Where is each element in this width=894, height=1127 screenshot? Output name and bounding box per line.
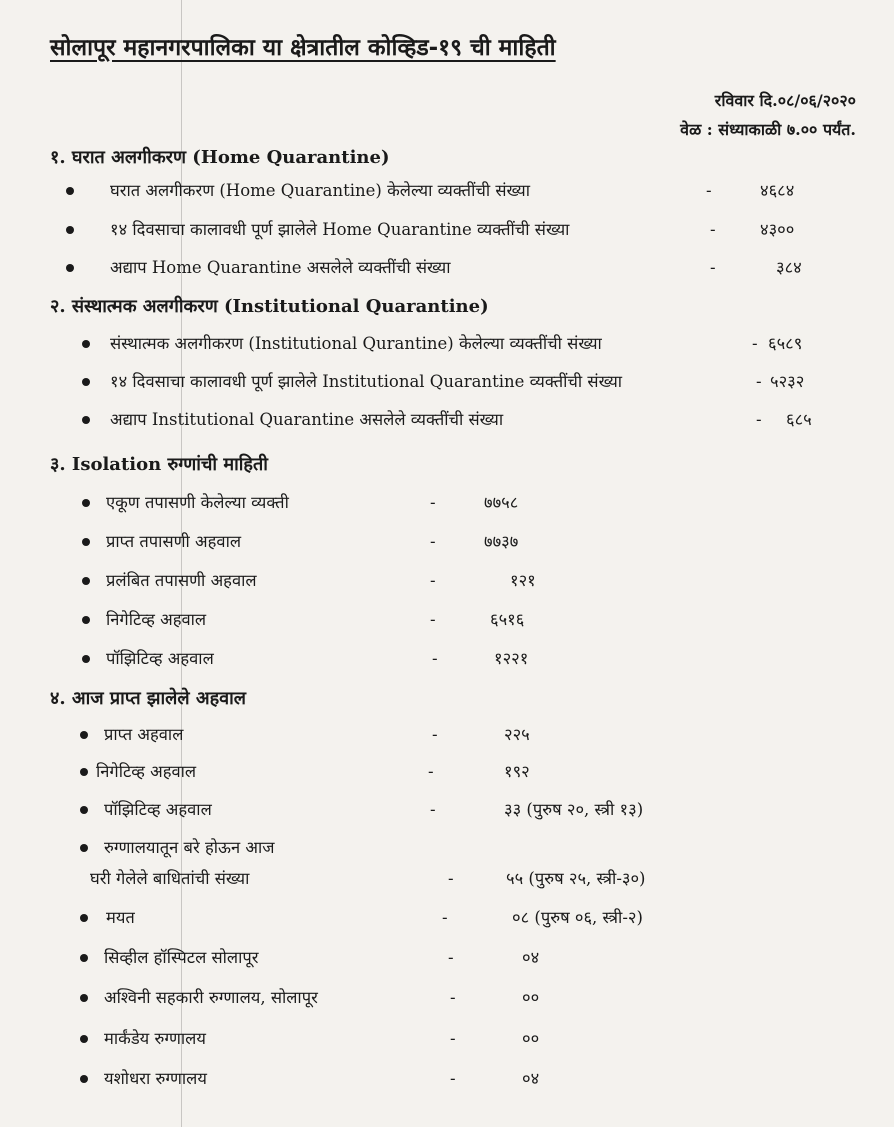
date-time-block [680,86,856,144]
item-dash: - [450,1029,456,1048]
bullet-icon [80,806,88,814]
bullet-icon [80,954,88,962]
item-dash: - [752,334,758,353]
item-label: १४ दिवसाचा कालावधी पूर्ण झालेले Home Quarantine व्यक्तींची संख्या [110,220,570,239]
list-item [0,757,894,787]
section-4-heading: ४. आज प्राप्त झालेले अहवाल [50,688,247,709]
list-item [0,566,894,596]
bullet-icon [82,538,90,546]
item-dash: - [710,258,716,277]
list-item [0,176,894,206]
item-value: १२२१ [494,649,529,668]
item-label: पॉझिटिव्ह अहवाल [104,800,212,819]
item-label: निगेटिव्ह अहवाल [96,762,197,781]
item-dash: - [430,532,436,551]
item-dash: - [432,725,438,744]
item-label: मयत [106,908,135,927]
item-label: प्राप्त अहवाल [104,725,184,744]
list-item [0,1064,894,1094]
bullet-icon [66,187,74,195]
item-dash: - [448,948,454,967]
item-label: एकूण तपासणी केलेल्या व्यक्ती [106,493,289,512]
item-value: ७७३७ [484,532,519,551]
item-value: ६५१६ [490,610,525,629]
bullet-icon [82,340,90,348]
item-value: ०४ [522,1069,540,1088]
item-dash: - [756,372,762,391]
time-line: वेळ : संध्याकाळी ७.०० पर्यंत. [680,120,856,139]
item-value: ३८४ [776,258,802,277]
section-3-heading: ३. Isolation रुग्णांची माहिती [50,454,268,475]
bullet-icon [66,226,74,234]
item-dash: - [432,649,438,668]
list-item [0,983,894,1013]
item-dash: - [710,220,716,239]
bullet-icon [82,378,90,386]
item-dash: - [430,610,436,629]
list-item [0,833,894,895]
item-value: ४६८४ [760,181,795,200]
item-label: मार्कंडेय रुग्णालय [104,1029,206,1048]
item-value: ५५ (पुरुष २५, स्त्री-३०) [506,869,646,888]
item-dash: - [430,571,436,590]
bullet-icon [82,616,90,624]
item-dash: - [428,762,434,781]
item-value: ४३०० [760,220,795,239]
bullet-icon [82,416,90,424]
item-value: ५२३२ [770,372,805,391]
item-label-line-2: घरी गेलेले बाधितांची संख्या [90,869,250,888]
item-dash: - [430,800,436,819]
bullet-icon [80,844,88,852]
item-value: ६५८९ [768,334,803,353]
item-label: निगेटिव्ह अहवाल [106,610,207,629]
item-dash: - [450,1069,456,1088]
item-label: पॉझिटिव्ह अहवाल [106,649,214,668]
item-label: अद्याप Institutional Quarantine असलेले व्यक्तींची संख्या [110,410,504,429]
item-value: ०० [522,1029,540,1048]
item-value: २२५ [504,725,530,744]
item-value: ७७५८ [484,493,519,512]
item-dash: - [706,181,712,200]
list-item [0,367,894,397]
item-label: प्रलंबित तपासणी अहवाल [106,571,257,590]
list-item [0,605,894,635]
list-item [0,329,894,359]
item-value: ०४ [522,948,540,967]
item-dash: - [442,908,448,927]
item-dash: - [756,410,762,429]
item-label: रुग्णालयातून बरे होऊन आज [104,838,275,857]
list-item [0,943,894,973]
list-item [0,1024,894,1054]
date-line: रविवार दि.०८/०६/२०२० [714,91,856,110]
item-label: संस्थात्मक अलगीकरण (Institutional Qurantine) केलेल्या व्यक्तींची संख्या [110,334,602,353]
item-dash: - [450,988,456,1007]
bullet-icon [80,994,88,1002]
item-dash: - [448,869,454,888]
list-item [0,488,894,518]
item-label: अद्याप Home Quarantine असलेले व्यक्तींची संख्या [110,258,451,277]
bullet-icon [82,655,90,663]
section-1-heading: १. घरात अलगीकरण (Home Quarantine) [50,147,390,168]
item-label: १४ दिवसाचा कालावधी पूर्ण झालेले Institutional Quarantine व्यक्तींची संख्या [110,372,623,391]
bullet-icon [82,577,90,585]
list-item [0,527,894,557]
item-value: ६८५ [786,410,812,429]
item-label: यशोधरा रुग्णालय [104,1069,207,1088]
list-item [0,903,894,933]
list-item [0,644,894,674]
bullet-icon [80,768,88,776]
list-item [0,795,894,825]
item-dash: - [430,493,436,512]
list-item [0,215,894,245]
bullet-icon [80,1075,88,1083]
item-label: घरात अलगीकरण (Home Quarantine) केलेल्या व्यक्तींची संख्या [110,181,530,200]
item-value: ०० [522,988,540,1007]
item-label: अश्विनी सहकारी रुग्णालय, सोलापूर [104,988,318,1007]
section-2-heading: २. संस्थात्मक अलगीकरण (Institutional Quarantine) [50,296,489,317]
bullet-icon [66,264,74,272]
bullet-icon [82,499,90,507]
item-value: १२१ [510,571,536,590]
item-label: प्राप्त तपासणी अहवाल [106,532,242,551]
bullet-icon [80,1035,88,1043]
document-title: सोलापूर महानगरपालिका या क्षेत्रातील कोव्हिड-१९ ची माहिती [50,35,556,61]
item-value: १९२ [504,762,530,781]
item-value: ०८ (पुरुष ०६, स्त्री-२) [512,908,643,927]
bullet-icon [80,914,88,922]
item-label: सिव्हील हॉस्पिटल सोलापूर [104,948,259,967]
list-item [0,405,894,435]
bullet-icon [80,731,88,739]
item-value: ३३ (पुरुष २०, स्त्री १३) [504,800,644,819]
list-item [0,720,894,750]
list-item [0,253,894,283]
